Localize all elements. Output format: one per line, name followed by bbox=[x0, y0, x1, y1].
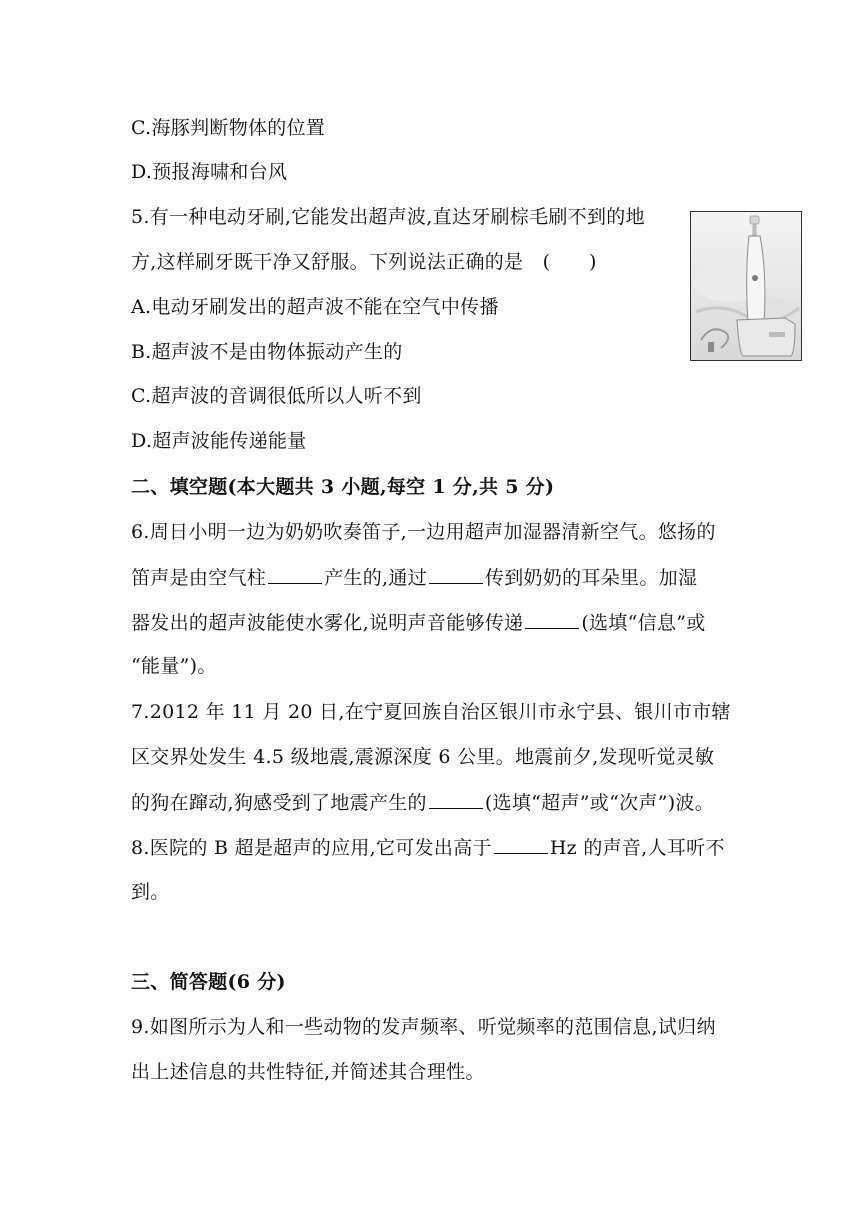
q5-option-d: D.超声波能传递能量 bbox=[131, 430, 307, 452]
q6-line4: “能量”)。 bbox=[131, 655, 217, 677]
q8-answer-blank[interactable] bbox=[494, 835, 548, 854]
q6-line2-part3: 传到奶奶的耳朵里。加湿 bbox=[484, 567, 698, 589]
q8-line1 bbox=[131, 835, 725, 860]
q7-line3 bbox=[131, 790, 714, 815]
electric-toothbrush-photo bbox=[690, 211, 802, 361]
q7-answer-blank[interactable] bbox=[429, 790, 483, 809]
q4-option-d: D.预报海啸和台风 bbox=[131, 161, 288, 183]
q6-answer-blank-3[interactable] bbox=[525, 610, 579, 629]
q5-option-b: B.超声波不是由物体振动产生的 bbox=[131, 341, 403, 363]
q6-answer-blank-1[interactable] bbox=[268, 565, 322, 584]
q6-line1: 6.周日小明一边为奶奶吹奏笛子,一边用超声加湿器清新空气。悠扬的 bbox=[131, 521, 716, 543]
section-3-heading: 三、简答题(6 分) bbox=[131, 971, 286, 993]
q4-option-c: C.海豚判断物体的位置 bbox=[131, 117, 326, 139]
q7-line1: 7.2012 年 11 月 20 日,在宁夏回族自治区银川市永宁县、银川市市辖 bbox=[131, 701, 731, 723]
q8-line2: 到。 bbox=[131, 881, 170, 903]
q5-stem-line1: 5.有一种电动牙刷,它能发出超声波,直达牙刷棕毛刷不到的地 bbox=[131, 206, 645, 228]
q6-line3 bbox=[131, 610, 706, 635]
q5-stem-line2: 方,这样刷牙既干净又舒服。下列说法正确的是 ( ) bbox=[131, 251, 597, 273]
toothbrush-icon bbox=[691, 212, 802, 361]
q6-line2 bbox=[131, 565, 697, 590]
q9-line1: 9.如图所示为人和一些动物的发声频率、听觉频率的范围信息,试归纳 bbox=[131, 1016, 716, 1038]
q8-line1-part2: Hz 的声音,人耳听不 bbox=[549, 837, 725, 859]
q6-line3-part2: (选填“信息”或 bbox=[581, 612, 706, 634]
q6-answer-blank-2[interactable] bbox=[429, 565, 483, 584]
q5-option-a: A.电动牙刷发出的超声波不能在空气中传播 bbox=[131, 296, 499, 318]
q9-line2: 出上述信息的共性特征,并简述其合理性。 bbox=[131, 1061, 485, 1083]
q6-line3-part1: 器发出的超声波能使水雾化,说明声音能够传递 bbox=[131, 612, 524, 634]
q5-option-c: C.超声波的音调很低所以人听不到 bbox=[131, 385, 422, 407]
q7-line3-part2: (选填“超声”或“次声”)波。 bbox=[484, 792, 715, 814]
q8-line1-part1: 8.医院的 B 超是超声的应用,它可发出高于 bbox=[131, 837, 492, 859]
q6-line2-part1: 笛声是由空气柱 bbox=[131, 567, 267, 589]
q6-line2-part2: 产生的,通过 bbox=[324, 567, 427, 589]
section-2-heading: 二、填空题(本大题共 3 小题,每空 1 分,共 5 分) bbox=[131, 476, 555, 498]
q7-line3-part1: 的狗在蹿动,狗感受到了地震产生的 bbox=[131, 792, 427, 814]
q7-line2: 区交界处发生 4.5 级地震,震源深度 6 公里。地震前夕,发现听觉灵敏 bbox=[131, 746, 715, 768]
